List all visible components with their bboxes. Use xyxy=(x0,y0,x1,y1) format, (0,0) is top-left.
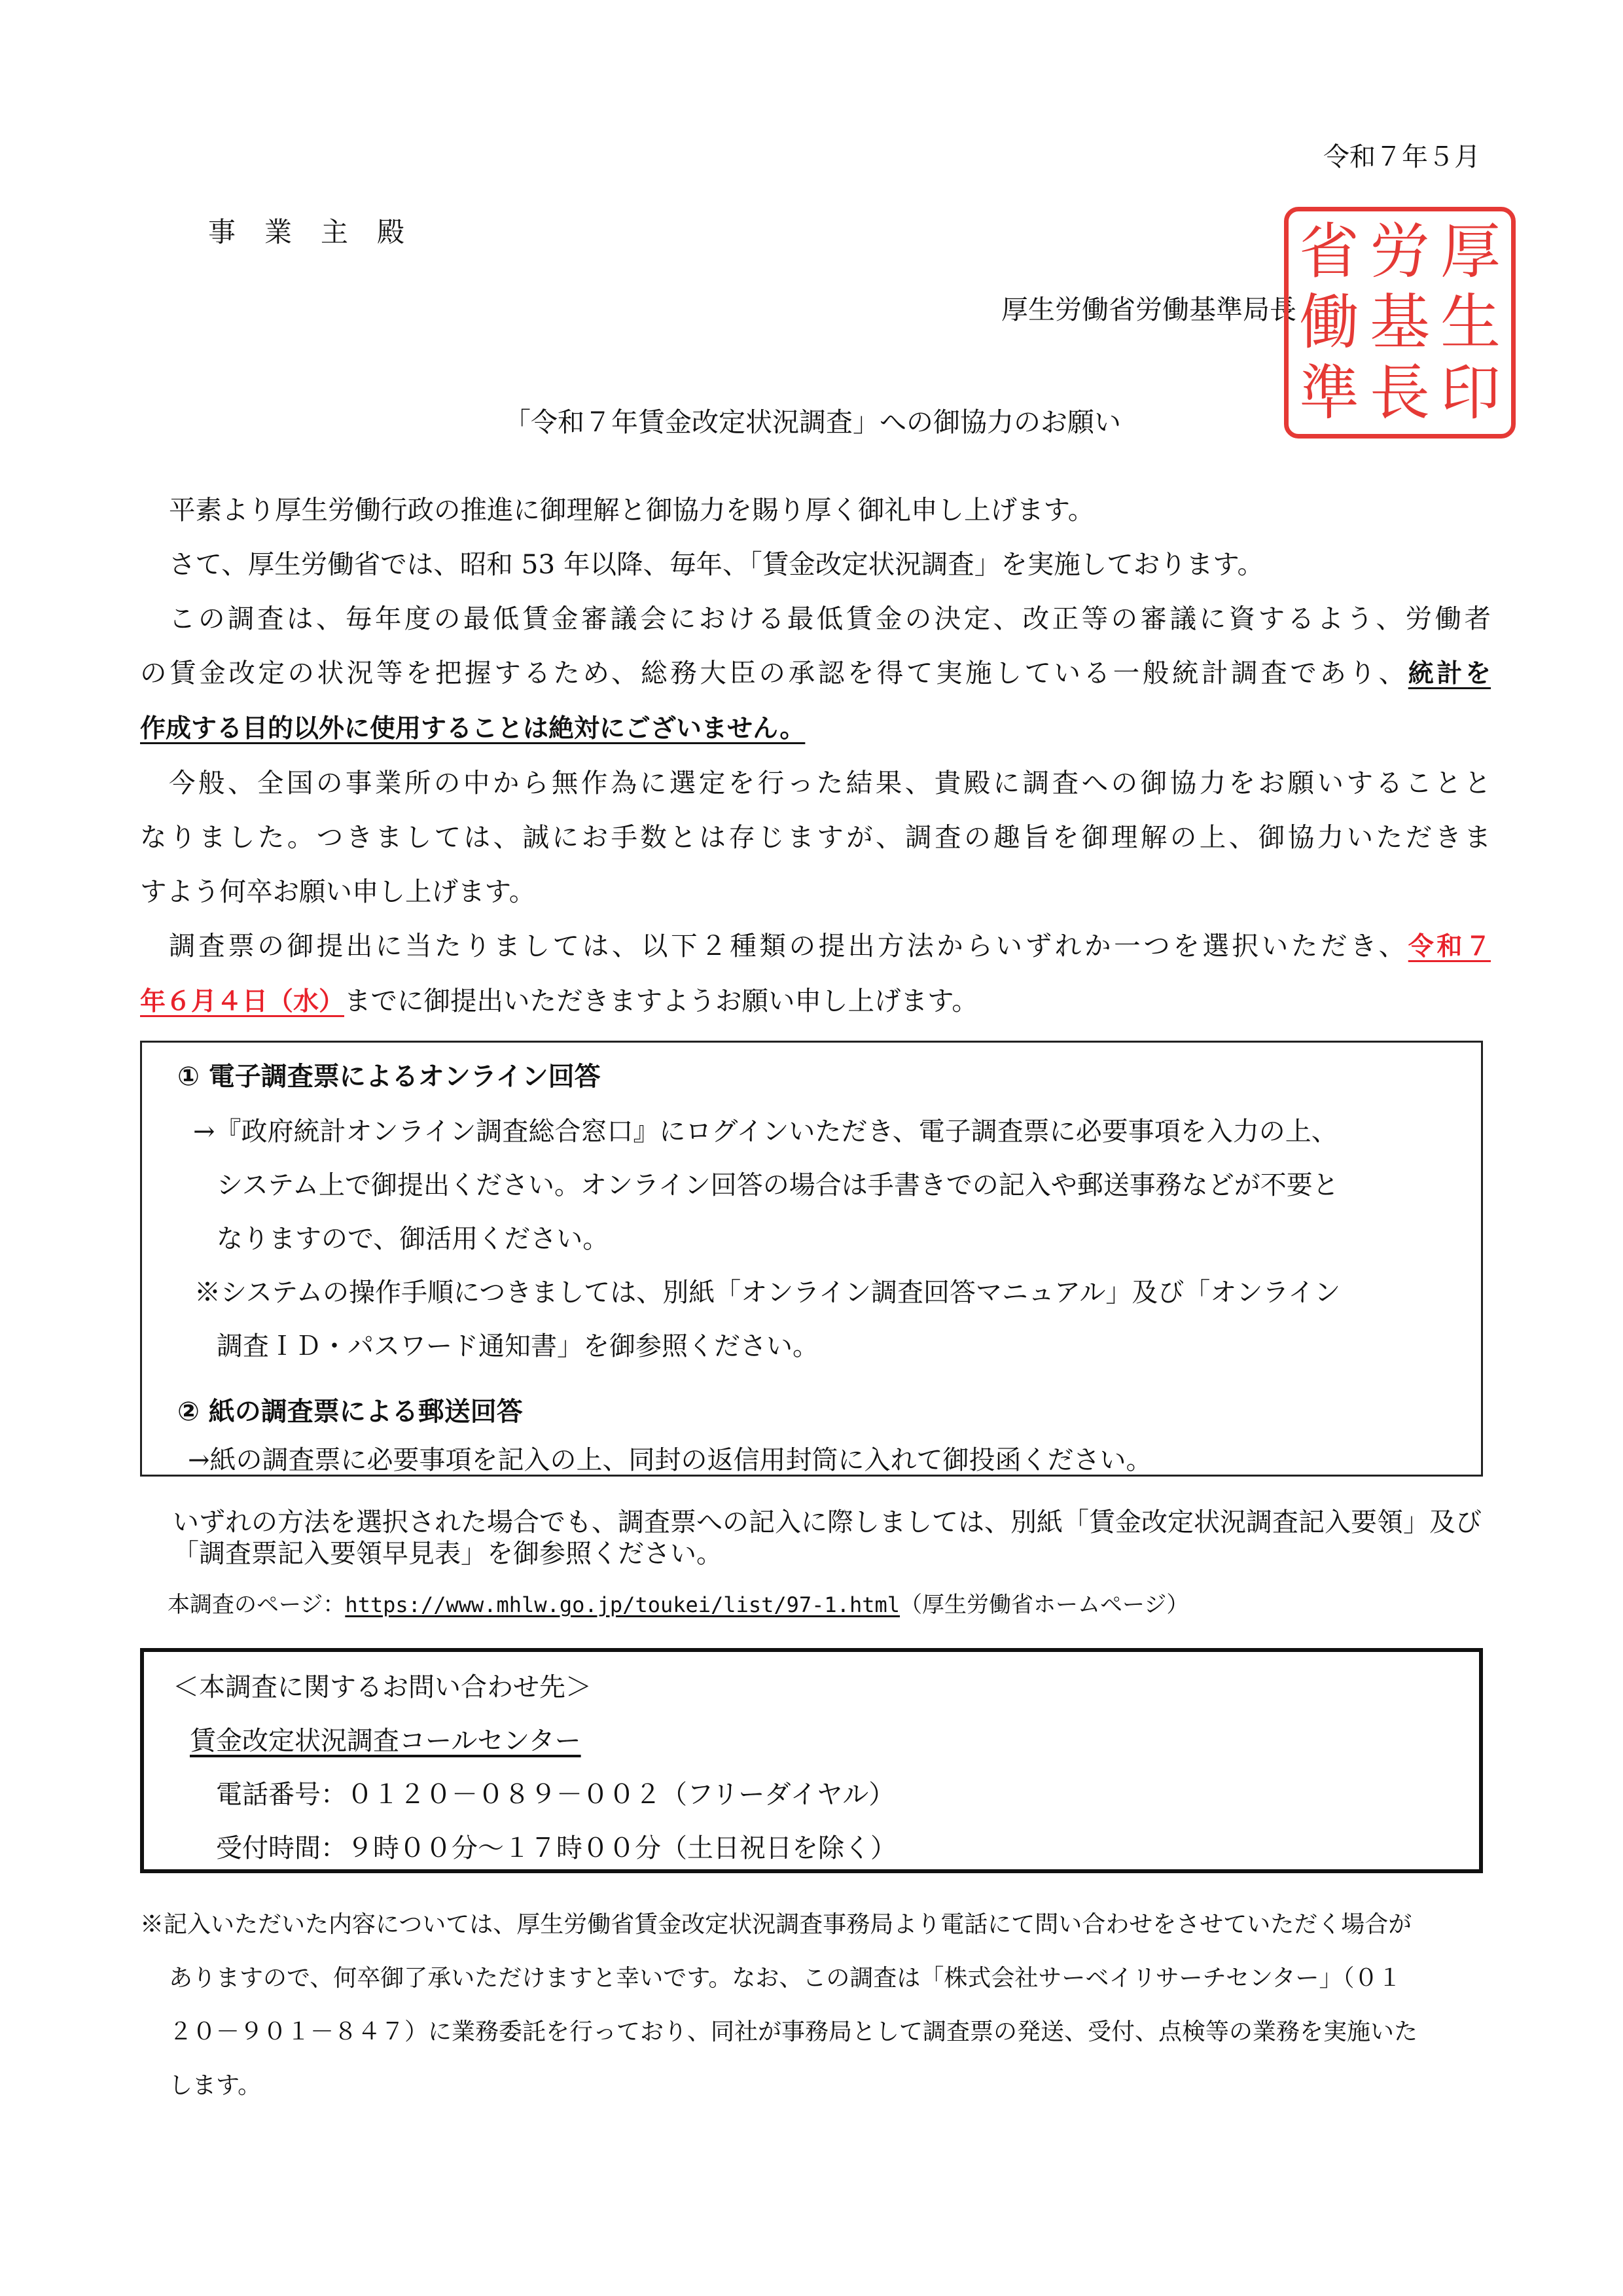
paragraph-text: すよう何卒お願い申し上げます。 xyxy=(140,876,536,907)
survey-page-line xyxy=(168,1587,1188,1619)
document-date: 令和７年５月 xyxy=(1323,142,1480,172)
seal-char: 厚 xyxy=(1440,217,1501,287)
paragraph-text: 平素より厚生労働行政の推進に御理解と御協力を賜り厚く御礼申し上げます。 xyxy=(169,494,1095,526)
footnote-text: ※記入いただいた内容については、厚生労働省賃金改定状況調査事務局より電話にて問い合わせをさせていただく場合が xyxy=(140,1911,1412,1938)
paragraph-text-run: の賃金改定の状況等を把握するため、総務大臣の承認を得て実施している一般統計調査であり、 xyxy=(140,657,1408,689)
paragraph-text xyxy=(140,974,1491,1029)
emphasis-text: 作成する目的以外に使用することは絶対にございません。 xyxy=(140,714,806,744)
addressee: 事業主殿 xyxy=(208,216,434,248)
survey-page-suffix: （厚生労働省ホームページ） xyxy=(900,1592,1189,1618)
deadline-text: 年６月４日（水） xyxy=(140,987,345,1016)
seal-char: 準 xyxy=(1298,358,1359,428)
document-title: 「令和７年賃金改定状況調査」への御協力のお願い xyxy=(504,406,1121,438)
method-1-text: システム上で御提出ください。オンライン回答の場合は手書きでの記入や郵送事務などが不要と xyxy=(217,1170,1339,1200)
method-1-text: なりますので、御活用ください。 xyxy=(217,1224,609,1254)
method-1-text: →『政府統計オンライン調査総合窓口』にログインいただき、電子調査票に必要事項を入力の上、 xyxy=(193,1117,1338,1147)
paragraph-text-run: 調査票の御提出に当たりましては、以下２種類の提出方法からいずれか一つを選択いただき、 xyxy=(169,930,1408,961)
footnote-text: します。 xyxy=(169,2072,262,2099)
paragraph-text: さて、厚生労働省では、昭和 53 年以降、毎年、「賃金改定状況調査」を実施しております。 xyxy=(169,548,1264,580)
method-1-note: ※システムの操作手順につきましては、別紙「オンライン調査回答マニュアル」及び「オンライン xyxy=(194,1278,1341,1308)
footnote-text: ２０－９０１－８４７）に業務委託を行っており、同社が事務局として調査票の発送、受付、点検等の業務を実施いた xyxy=(169,2018,1418,2045)
reference-note: いずれの方法を選択された場合でも、調査票への記入に際しましては、別紙「賃金改定状況調査記入要領」及び「調査票記入要領早見表」を御参照ください。 xyxy=(173,1507,1482,1569)
sender: 厚生労働省労働基準局長 xyxy=(1001,294,1296,325)
contact-heading: ＜本調査に関するお問い合わせ先＞ xyxy=(173,1672,592,1702)
paragraph-text-run: までに御提出いただきますようお願い申し上げます。 xyxy=(344,985,978,1016)
method-2-heading: ② 紙の調査票による郵送回答 xyxy=(177,1397,523,1427)
method-2-text: →紙の調査票に必要事項を記入の上、同封の返信用封筒に入れて御投函ください。 xyxy=(188,1445,1152,1475)
paragraph-text: 今般、全国の事業所の中から無作為に選定を行った結果、貴殿に調査への御協力をお願いすることと xyxy=(169,767,1491,798)
seal-char: 基 xyxy=(1369,287,1430,357)
seal-char: 労 xyxy=(1369,217,1430,287)
footnote-text: ありますので、何卒御了承いただけますと幸いです。なお、この調査は「株式会社サーベイリサーチセンター」（０１ xyxy=(169,1965,1402,1992)
seal-char: 省 xyxy=(1298,217,1359,287)
submission-methods-box xyxy=(140,1041,1483,1477)
contact-phone: 電話番号：０１２０－０８９－００２（フリーダイヤル） xyxy=(216,1780,895,1810)
seal-char: 生 xyxy=(1440,287,1501,357)
seal-char: 働 xyxy=(1298,287,1359,357)
contact-box xyxy=(140,1648,1483,1873)
method-1-note: 調査ＩＤ・パスワード通知書」を御参照ください。 xyxy=(217,1331,819,1361)
paragraph-text: なりました。つきましては、誠にお手数とは存じますが、調査の趣旨を御理解の上、御協力いただきま xyxy=(140,821,1491,853)
paragraph-text xyxy=(140,701,1491,756)
deadline-text: 令和７ xyxy=(1408,932,1491,961)
paragraph-text: この調査は、毎年度の最低賃金審議会における最低賃金の決定、改正等の審議に資するよう、労働者 xyxy=(169,603,1491,634)
contact-hours: 受付時間：９時００分～１７時００分（土日祝日を除く） xyxy=(216,1833,897,1863)
survey-page-link[interactable]: https://www.mhlw.go.jp/toukei/list/97-1.html xyxy=(345,1592,901,1617)
paragraph-1 xyxy=(140,483,1491,1029)
official-seal xyxy=(1284,207,1516,439)
paragraph-text xyxy=(140,919,1491,974)
call-center-name: 賃金改定状況調査コールセンター xyxy=(190,1726,581,1756)
paragraph-text xyxy=(140,646,1491,701)
emphasis-text: 統計を xyxy=(1408,659,1491,689)
method-1-heading: ① 電子調査票によるオンライン回答 xyxy=(177,1062,601,1092)
seal-char: 印 xyxy=(1440,358,1501,428)
seal-char: 長 xyxy=(1369,358,1430,428)
survey-page-label: 本調査のページ： xyxy=(168,1592,346,1618)
